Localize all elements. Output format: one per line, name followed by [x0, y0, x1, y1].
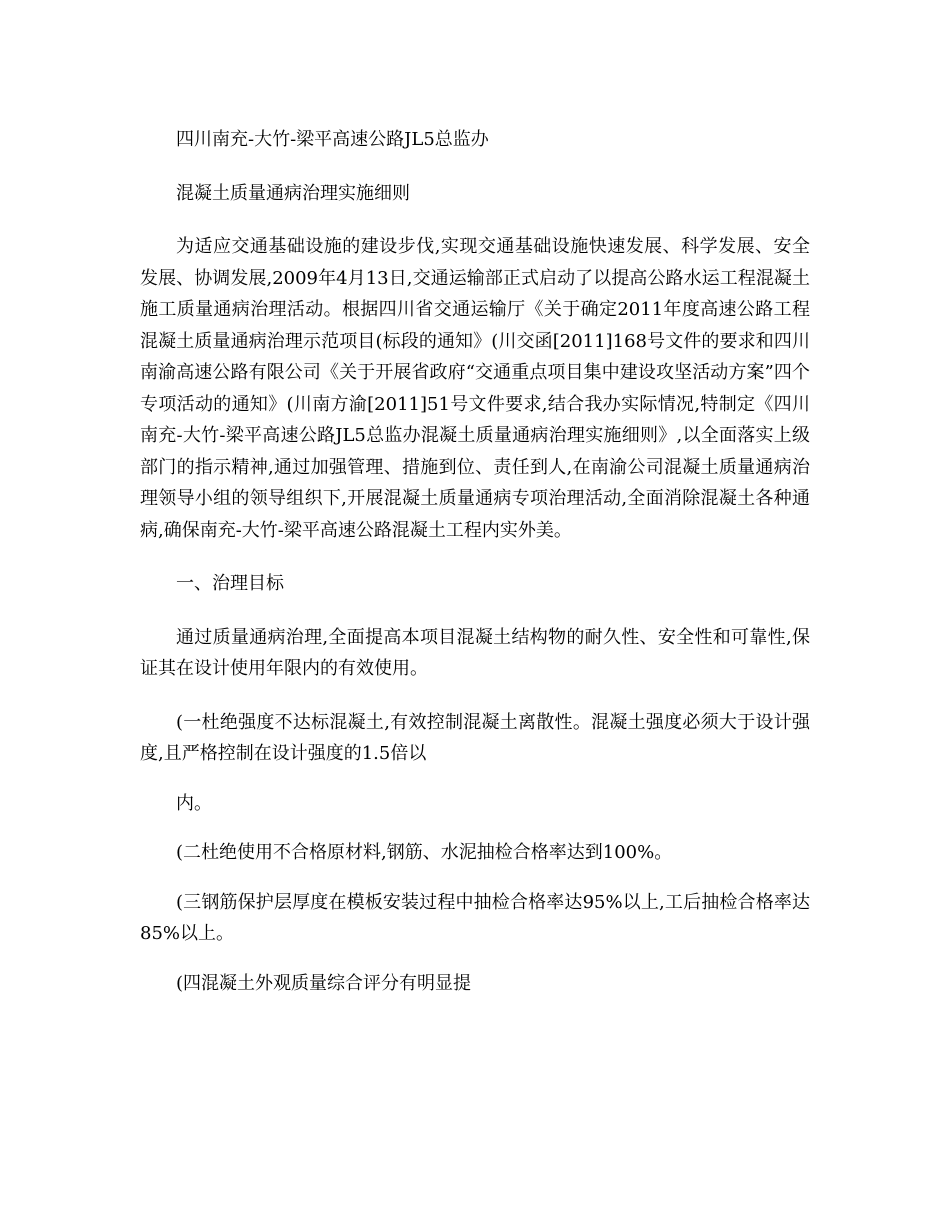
goal-item-2: (二杜绝使用不合格原材料,钢筋、水泥抽检合格率达到100%。: [176, 842, 673, 863]
goals-paragraph: 通过质量通病治理,全面提高本项目混凝土结构物的耐久性、安全性和可靠性,保证其在设计使用年限内的有效使用。: [140, 626, 810, 679]
goal-item-1-continuation: 内。: [176, 792, 212, 814]
intro-paragraph: 为适应交通基础设施的建设步伐,实现交通基础设施快速发展、科学发展、安全发展、协调发展,2009年4月13日,交通运输部正式启动了以提高公路水运工程混凝土施工质量通病治理活动。根据四川省交通运输厅《关于确定2011年度高速公路工程混凝土质量通病治理示范项目(标段的通知》(川交函[2011]168号文件的要求和四川南渝高速公路有限公司《关于开展省政府“交通重点项目集中建设攻坚活动方案”四个专项活动的通知》(川南方渝[2011]51号文件要求,结合我办实际情况,特制定《四川南充-大竹-梁平高速公路JL5总监办混凝土质量通病治理实施细则》,以全面落实上级部门的指示精神,通过加强管理、措施到位、责任到人,在南渝公司混凝土质量通病治理领导小组的领导组织下,开展混凝土质量通病专项治理活动,全面消除混凝土各种通病,确保南充-大竹-梁平高速公路混凝土工程内实外美。: [140, 236, 810, 541]
goal-item-3: (三钢筋保护层厚度在模板安装过程中抽检合格率达95%以上,工后抽检合格率达85%以上。: [140, 891, 810, 944]
document-body: [140, 124, 810, 1017]
section-heading-goals: 一、治理目标: [176, 573, 284, 594]
goal-item-4: (四混凝土外观质量综合评分有明显提: [176, 972, 472, 994]
header-line: 四川南充-大竹-梁平高速公路JL5总监办: [176, 129, 489, 150]
goal-item-1: (一杜绝强度不达标混凝土,有效控制混凝土离散性。混凝土强度必须大于设计强度,且严格控制在设计强度的1.5倍以: [140, 711, 810, 764]
document-title: 混凝土质量通病治理实施细则: [176, 182, 410, 204]
